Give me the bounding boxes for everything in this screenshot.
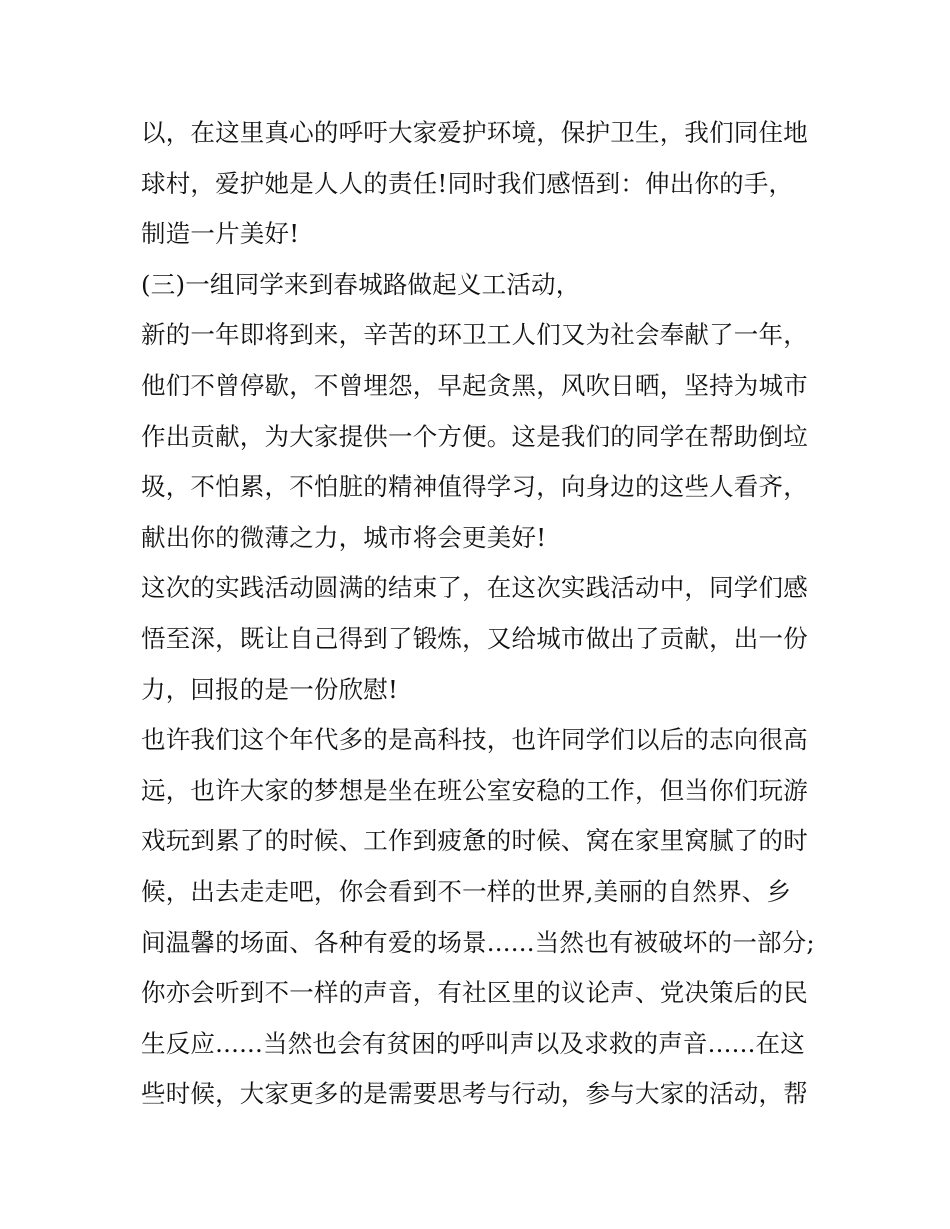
text-line: 献出你的微薄之力，城市将会更美好!: [141, 522, 547, 552]
text-line: 悟至深，既让自己得到了锻炼，又给城市做出了贡献，出一份: [141, 623, 808, 653]
text-line: 生反应......当然也会有贫困的呼叫声以及求救的声音......在这: [141, 1028, 805, 1058]
text-line: 戏玩到累了的时候、工作到疲惫的时候、窝在家里窝腻了的时: [141, 826, 808, 856]
text-line: 你亦会听到不一样的声音，有社区里的议论声、党决策后的民: [141, 978, 808, 1008]
text-line: 也许我们这个年代多的是高科技，也许同学们以后的志向很高: [141, 725, 808, 755]
text-line: 力，回报的是一份欣慰!: [141, 674, 399, 704]
section-heading: (三)一组同学来到春城路做起义工活动，: [141, 269, 581, 299]
text-line: 远，也许大家的梦想是坐在班公室安稳的工作，但当你们玩游: [141, 775, 808, 805]
text-line: 间温馨的场面、各种有爱的场景......当然也有被破坏的一部分;: [141, 927, 815, 957]
text-line: 球村，爱护她是人人的责任!同时我们感悟到：伸出你的手，: [141, 168, 794, 198]
text-line: 新的一年即将到来，辛苦的环卫工人们又为社会奉献了一年，: [141, 320, 808, 350]
text-line: 候，出去走走吧，你会看到不一样的世界,美丽的自然界、乡: [141, 876, 792, 906]
text-line: 他们不曾停歇，不曾埋怨，早起贪黑，风吹日晒，坚持为城市: [141, 370, 808, 400]
body-text: [141, 108, 841, 1120]
text-line: 些时候，大家更多的是需要思考与行动，参与大家的活动，帮: [141, 1079, 808, 1109]
text-line: 制造一片美好!: [141, 219, 300, 249]
text-line: 这次的实践活动圆满的结束了，在这次实践活动中，同学们感: [141, 573, 808, 603]
text-line: 以，在这里真心的呼吁大家爱护环境，保护卫生，我们同住地: [141, 118, 808, 147]
text-line: 作出贡献，为大家提供一个方便。这是我们的同学在帮助倒垃: [141, 421, 808, 451]
text-line: 圾，不怕累，不怕脏的精神值得学习，向身边的这些人看齐，: [141, 472, 808, 502]
